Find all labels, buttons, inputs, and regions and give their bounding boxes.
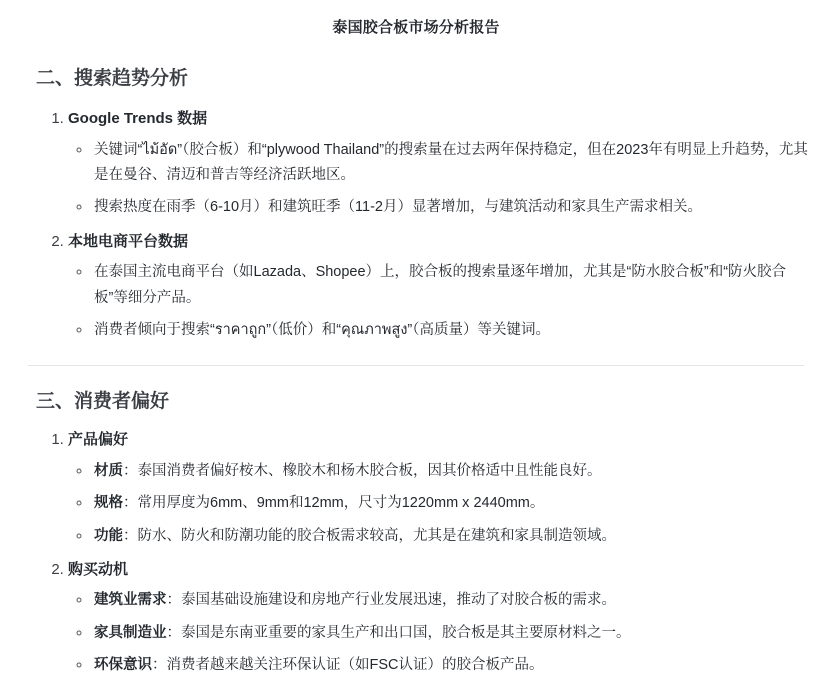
list-item (92, 653, 810, 678)
list-item (68, 231, 810, 344)
list-item (92, 524, 810, 549)
section-search-trends (22, 63, 810, 343)
list-item (68, 429, 810, 549)
bullet-text: ：泰国是东南亚重要的家具生产和出口国，胶合板是其主要原材料之一。 (166, 624, 631, 641)
bullet-term: 环保意识 (94, 657, 152, 674)
list-item-label: 本地电商平台数据 (68, 232, 189, 250)
ordered-list-search-trends (22, 108, 810, 343)
list-item (92, 621, 810, 646)
list-item (92, 459, 810, 484)
section-divider (28, 365, 804, 366)
bullet-term: 建筑业需求 (94, 592, 167, 609)
section-heading-consumer-preference: 三、消费者偏好 (36, 391, 170, 413)
page-title: 泰国胶合板市场分析报告 (332, 19, 500, 36)
bullet-text: ：泰国消费者偏好桉木、橡胶木和杨木胶合板，因其价格适中且性能良好。 (123, 462, 602, 479)
section-heading-search-trends: 二、搜索趋势分析 (36, 68, 189, 89)
bullet-term: 家具制造业 (94, 624, 167, 641)
list-item: ◦ 消费者倾向于搜索“ราคาถูก”（低价）和“คุณภาพสูง”（高质量）等关键词。 (92, 318, 810, 343)
bullet-term: 材质 (94, 462, 123, 479)
bullet-text: ：防水、防火和防潮功能的胶合板需求较高，尤其是在建筑和家具制造领域。 (123, 527, 616, 544)
bullet-term: 功能 (94, 527, 123, 544)
sub-list (68, 138, 810, 221)
list-item-label: Google Trends 数据 (68, 110, 208, 127)
list-item (92, 491, 810, 516)
sub-list (68, 459, 810, 549)
bullet-text: ：泰国基础设施建设和房地产行业发展迅速，推动了对胶合板的需求。 (166, 592, 616, 609)
bullet-term: 规格 (94, 495, 123, 512)
list-item (68, 559, 810, 679)
bullet-text: ：消费者越来越关注环保认证（如FSC认证）的胶合板产品。 (152, 657, 544, 674)
list-item-label: 产品偏好 (68, 431, 129, 449)
section-consumer-preference (22, 386, 810, 678)
sub-list (68, 588, 810, 678)
list-item: ◦ 在泰国主流电商平台（如Lazada、Shopee）上，胶合板的搜索量逐年增加，尤其是“防水胶合板”和“防火胶合板”等细分产品。 (92, 260, 810, 311)
list-item (68, 108, 810, 221)
list-item: ◦ 关键词“ไม้อัด”（胶合板）和“plywood Thailand”的搜索量在过去两年保持稳定，但在2023年有明显上升趋势，尤其是在曼谷、清迈和普吉等经济活跃地区。 (92, 138, 810, 189)
sub-list (68, 260, 810, 343)
list-item (92, 588, 810, 613)
ordered-list-consumer-preference (22, 429, 810, 678)
list-item-label: 购买动机 (68, 560, 129, 578)
bullet-text: ：常用厚度为6mm、9mm和12mm，尺寸为1220mm x 2440mm。 (123, 495, 545, 512)
list-item: ◦ 搜索热度在雨季（6-10月）和建筑旺季（11-2月）显著增加，与建筑活动和家具生产需求相关。 (92, 195, 810, 220)
